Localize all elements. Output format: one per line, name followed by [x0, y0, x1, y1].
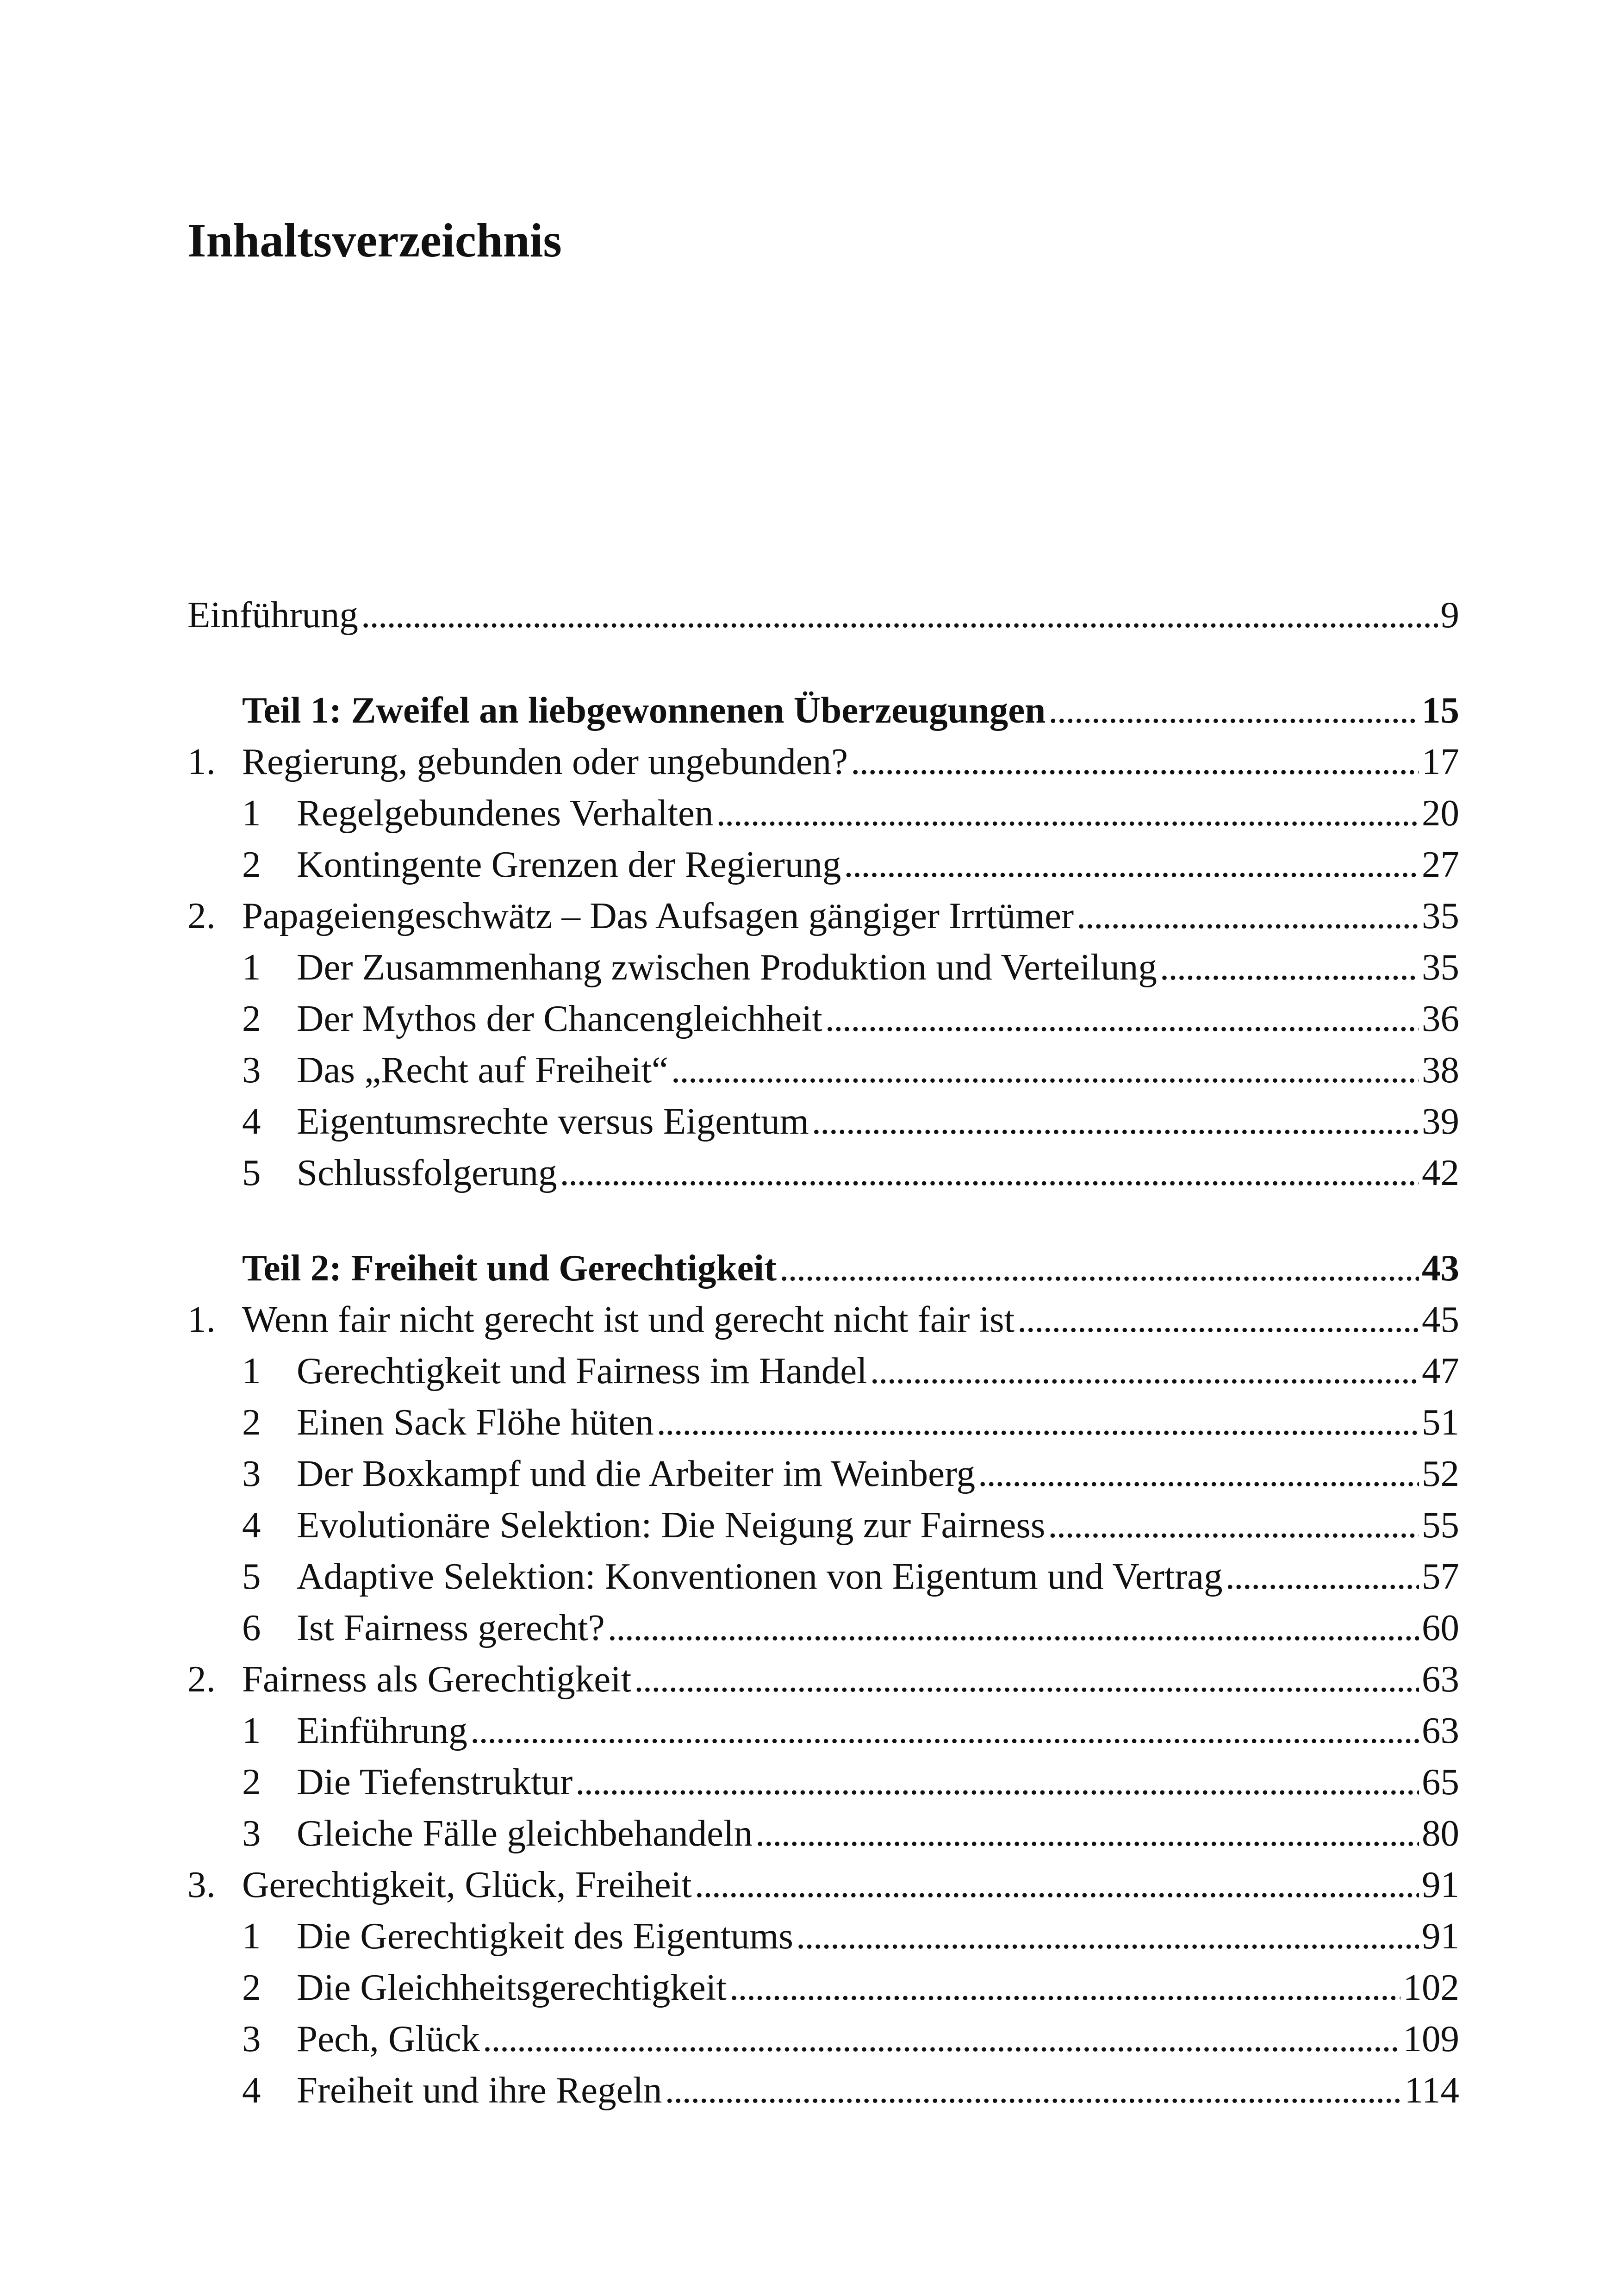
toc-entry-page-number: 35 [1422, 946, 1459, 988]
toc-entry-number: 3. [187, 1864, 216, 1905]
toc-entry-intro[interactable] [187, 593, 1459, 645]
dot-leader [851, 740, 1419, 783]
toc-entry-number: 3 [242, 1812, 261, 1854]
toc-entry-chapter[interactable] [187, 1863, 1459, 1915]
toc-entry-page-number: 91 [1422, 1864, 1459, 1905]
dot-leader [483, 2017, 1400, 2060]
toc-entry-page-number: 17 [1422, 741, 1459, 782]
dot-leader [1017, 1298, 1419, 1341]
toc-entry-number: 4 [242, 1100, 261, 1142]
toc-entry-number: 6 [242, 1607, 261, 1648]
toc-entry-title: Adaptive Selektion: Konventionen von Eigentum und Vertrag [297, 1555, 1223, 1597]
toc-entry-title: Die Gerechtigkeit des Eigentums [297, 1915, 793, 1957]
toc-entry-title: Fairness als Gerechtigkeit [242, 1658, 632, 1700]
toc-entry-section[interactable] [187, 1915, 1459, 1966]
dot-leader [470, 1709, 1419, 1752]
table-of-contents [187, 593, 1459, 2120]
toc-entry-title: Gerechtigkeit, Glück, Freiheit [242, 1864, 692, 1905]
dot-leader [695, 1863, 1419, 1906]
toc-entry-page-number: 60 [1422, 1607, 1459, 1648]
toc-entry-page-number: 63 [1422, 1658, 1459, 1700]
toc-entry-chapter[interactable] [187, 894, 1459, 946]
toc-entry-title: Einführung [297, 1710, 467, 1751]
dot-leader [729, 1966, 1400, 2009]
toc-entry-title: Gerechtigkeit und Fairness im Handel [297, 1350, 867, 1391]
dot-leader [1048, 1504, 1419, 1547]
dot-leader [1077, 894, 1419, 937]
toc-entry-page-number: 35 [1422, 895, 1459, 936]
dot-leader [870, 1349, 1419, 1392]
toc-entry-number: 5 [242, 1555, 261, 1597]
toc-entry-section[interactable] [187, 2017, 1459, 2069]
toc-entry-title: Einführung [187, 594, 358, 636]
toc-entry-title: Die Tiefenstruktur [297, 1761, 573, 1803]
toc-entry-title: Einen Sack Flöhe hüten [297, 1401, 654, 1443]
toc-entry-number: 1 [242, 1915, 261, 1957]
toc-entry-page-number: 109 [1403, 2018, 1459, 2059]
dot-leader [671, 1048, 1419, 1092]
toc-entry-section[interactable] [187, 1760, 1459, 1812]
toc-entry-page-number: 36 [1422, 998, 1459, 1039]
toc-entry-number: 2. [187, 895, 216, 936]
toc-entry-page-number: 43 [1422, 1247, 1459, 1289]
dot-leader [575, 1760, 1419, 1803]
toc-entry-section[interactable] [187, 1401, 1459, 1452]
toc-entry-page-number: 63 [1422, 1710, 1459, 1751]
toc-entry-page-number: 47 [1422, 1350, 1459, 1391]
toc-entry-chapter[interactable] [187, 740, 1459, 792]
toc-entry-section[interactable] [187, 843, 1459, 894]
toc-entry-page-number: 52 [1422, 1453, 1459, 1494]
toc-entry-number: 1 [242, 792, 261, 834]
toc-entry-title: Das „Recht auf Freiheit“ [297, 1049, 668, 1091]
toc-entry-section[interactable] [187, 997, 1459, 1048]
toc-entry-section[interactable] [187, 1812, 1459, 1863]
toc-entry-title: Kontingente Grenzen der Regierung [297, 843, 841, 885]
toc-entry-section[interactable] [187, 792, 1459, 843]
dot-leader [608, 1606, 1419, 1649]
toc-entry-number: 2. [187, 1658, 216, 1700]
toc-entry-page-number: 80 [1422, 1812, 1459, 1854]
toc-entry-page-number: 9 [1440, 594, 1459, 636]
toc-entry-section[interactable] [187, 1555, 1459, 1606]
toc-entry-number: 1 [242, 1710, 261, 1751]
dot-leader [657, 1401, 1419, 1444]
toc-entry-chapter[interactable] [187, 1658, 1459, 1709]
toc-entry-section[interactable] [187, 1100, 1459, 1151]
toc-entry-title: Regierung, gebunden oder ungebunden? [242, 741, 848, 782]
toc-entry-number: 2 [242, 1401, 261, 1443]
toc-entry-number: 2 [242, 998, 261, 1039]
toc-entry-title: Schlussfolgerung [297, 1152, 557, 1193]
toc-entry-number: 3 [242, 1453, 261, 1494]
toc-entry-part[interactable] [187, 689, 1459, 740]
dot-leader [825, 997, 1419, 1040]
toc-entry-page-number: 38 [1422, 1049, 1459, 1091]
toc-entry-number: 4 [242, 2069, 261, 2111]
toc-entry-page-number: 55 [1422, 1504, 1459, 1546]
toc-entry-page-number: 51 [1422, 1401, 1459, 1443]
dot-leader [812, 1100, 1419, 1143]
toc-entry-number: 4 [242, 1504, 261, 1546]
dot-leader [755, 1812, 1419, 1855]
toc-entry-page-number: 102 [1403, 1966, 1459, 2008]
dot-leader [1226, 1555, 1419, 1598]
toc-entry-title: Die Gleichheitsgerechtigkeit [297, 1966, 727, 2008]
toc-entry-number: 2 [242, 1966, 261, 2008]
toc-entry-page-number: 20 [1422, 792, 1459, 834]
toc-entry-section[interactable] [187, 1452, 1459, 1504]
toc-entry-title: Wenn fair nicht gerecht ist und gerecht nicht fair ist [242, 1298, 1015, 1340]
toc-entry-section[interactable] [187, 2069, 1459, 2120]
toc-entry-page-number: 57 [1422, 1555, 1459, 1597]
toc-entry-number: 3 [242, 1049, 261, 1091]
dot-leader [779, 1247, 1419, 1290]
toc-entry-title: Freiheit und ihre Regeln [297, 2069, 662, 2111]
dot-leader [1160, 946, 1419, 989]
toc-entry-page-number: 42 [1422, 1152, 1459, 1193]
page-title: Inhaltsverzeichnis [187, 214, 562, 267]
toc-entry-title: Evolutionäre Selektion: Die Neigung zur Fairness [297, 1504, 1045, 1546]
toc-entry-section[interactable] [187, 1966, 1459, 2017]
toc-entry-title: Der Mythos der Chancengleichheit [297, 998, 822, 1039]
toc-entry-page-number: 91 [1422, 1915, 1459, 1957]
toc-entry-title: Der Zusammenhang zwischen Produktion und Verteilung [297, 946, 1157, 988]
toc-entry-page-number: 15 [1422, 689, 1459, 731]
toc-entry-section[interactable] [187, 1606, 1459, 1658]
toc-entry-number: 2 [242, 843, 261, 885]
dot-leader [844, 843, 1419, 886]
dot-leader [716, 792, 1419, 835]
toc-entry-section[interactable] [187, 1504, 1459, 1555]
toc-entry-page-number: 27 [1422, 843, 1459, 885]
toc-entry-part[interactable] [187, 1247, 1459, 1298]
toc-entry-page-number: 65 [1422, 1761, 1459, 1803]
toc-entry-chapter[interactable] [187, 1298, 1459, 1349]
toc-entry-number: 1 [242, 946, 261, 988]
dot-leader [361, 593, 1438, 636]
toc-entry-title: Regelgebundenes Verhalten [297, 792, 714, 834]
toc-entry-title: Eigentumsrechte versus Eigentum [297, 1100, 809, 1142]
toc-entry-section[interactable] [187, 1048, 1459, 1100]
dot-leader [796, 1915, 1419, 1958]
dot-leader [665, 2069, 1402, 2112]
toc-entry-number: 3 [242, 2018, 261, 2059]
toc-entry-title: Papageiengeschwätz – Das Aufsagen gängiger Irrtümer [242, 895, 1074, 936]
toc-entry-section[interactable] [187, 946, 1459, 997]
toc-entry-number: 5 [242, 1152, 261, 1193]
toc-entry-section[interactable] [187, 1151, 1459, 1203]
toc-entry-number: 2 [242, 1761, 261, 1803]
toc-entry-page-number: 39 [1422, 1100, 1459, 1142]
toc-entry-title: Teil 2: Freiheit und Gerechtigkeit [242, 1247, 777, 1289]
toc-entry-title: Teil 1: Zweifel an liebgewonnenen Überzeugungen [242, 689, 1046, 731]
dot-leader [560, 1151, 1419, 1194]
toc-entry-title: Ist Fairness gerecht? [297, 1607, 605, 1648]
toc-entry-section[interactable] [187, 1349, 1459, 1401]
toc-entry-title: Pech, Glück [297, 2018, 480, 2059]
dot-leader [1048, 689, 1419, 732]
dot-leader [978, 1452, 1419, 1495]
toc-entry-page-number: 114 [1404, 2069, 1459, 2111]
toc-entry-number: 1. [187, 1298, 216, 1340]
toc-entry-title: Der Boxkampf und die Arbeiter im Weinberg [297, 1453, 976, 1494]
toc-entry-page-number: 45 [1422, 1298, 1459, 1340]
toc-entry-title: Gleiche Fälle gleichbehandeln [297, 1812, 753, 1854]
toc-entry-number: 1 [242, 1350, 261, 1391]
dot-leader [634, 1658, 1419, 1701]
toc-entry-section[interactable] [187, 1709, 1459, 1760]
toc-entry-number: 1. [187, 741, 216, 782]
